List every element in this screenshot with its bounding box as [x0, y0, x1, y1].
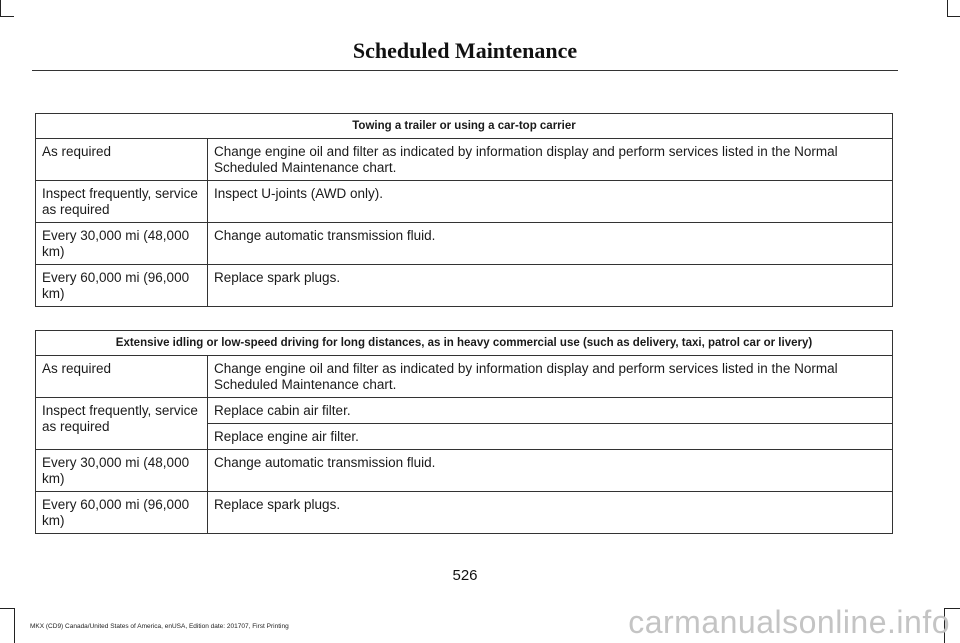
- interval-cell: Every 60,000 mi (96,000 km): [36, 492, 208, 534]
- interval-cell: Every 30,000 mi (48,000 km): [36, 450, 208, 492]
- action-cell: Inspect U-joints (AWD only).: [208, 181, 893, 223]
- table-heading: Towing a trailer or using a car-top carrier: [36, 114, 893, 139]
- header-divider: [32, 70, 898, 71]
- interval-cell: As required: [36, 356, 208, 398]
- action-cell: Change automatic transmission fluid.: [208, 450, 893, 492]
- interval-cell: Inspect frequently, service as required: [36, 181, 208, 223]
- action-cell: Change engine oil and filter as indicated by information display and perform services listed in the Normal Scheduled Maintenance chart.: [208, 139, 893, 181]
- interval-cell: Every 60,000 mi (96,000 km): [36, 265, 208, 307]
- crop-mark: [0, 0, 1, 16]
- crop-mark: [0, 16, 14, 17]
- crop-mark: [947, 16, 960, 17]
- table-row: [36, 450, 893, 492]
- action-cell: Replace spark plugs.: [208, 492, 893, 534]
- action-cell: Change automatic transmission fluid.: [208, 223, 893, 265]
- table-row: [36, 492, 893, 534]
- interval-cell: Inspect frequently, service as required: [36, 398, 208, 450]
- action-cell: Replace engine air filter.: [208, 424, 893, 450]
- interval-cell: Every 30,000 mi (48,000 km): [36, 223, 208, 265]
- crop-mark: [14, 608, 15, 643]
- action-cell: Replace spark plugs.: [208, 265, 893, 307]
- table-heading: Extensive idling or low-speed driving for long distances, as in heavy commercial use (such as delivery, taxi, patrol car or livery): [36, 331, 893, 356]
- action-cell: Change engine oil and filter as indicated by information display and perform services listed in the Normal Scheduled Maintenance chart.: [208, 356, 893, 398]
- idling-maintenance-table: [35, 330, 893, 534]
- table-row: [36, 181, 893, 223]
- table-row: [36, 139, 893, 181]
- page-title: Scheduled Maintenance: [352, 38, 578, 63]
- table-row: [36, 356, 893, 398]
- table-header-row: [36, 331, 893, 356]
- interval-cell: As required: [36, 139, 208, 181]
- crop-mark: [0, 608, 14, 609]
- table-row: [36, 398, 893, 424]
- watermark: carmanualsonline.info: [628, 604, 950, 640]
- crop-mark: [947, 0, 948, 16]
- towing-maintenance-table: [35, 113, 893, 307]
- table-row: [36, 223, 893, 265]
- edition-footer: MKX (CD9) Canada/United States of America, enUSA, Edition date: 201707, First Printing: [30, 623, 289, 630]
- table-header-row: [36, 114, 893, 139]
- table-row: [36, 265, 893, 307]
- action-cell: Replace cabin air filter.: [208, 398, 893, 424]
- page-number: 526: [452, 567, 478, 584]
